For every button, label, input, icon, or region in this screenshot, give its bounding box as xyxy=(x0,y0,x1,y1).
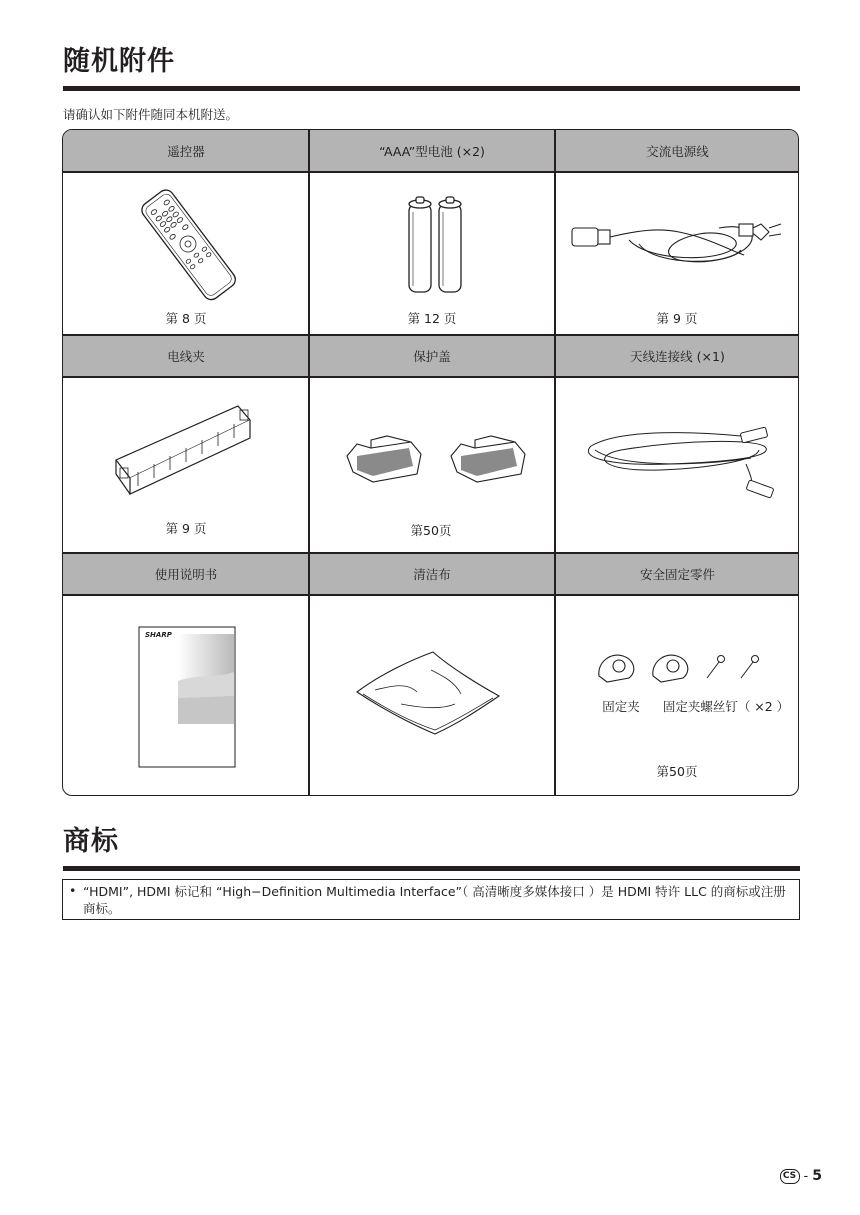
accessories-intro: 请确认如下附件随同本机附送。 xyxy=(63,107,239,122)
page-ref-remote: 第 8 页 xyxy=(165,311,207,326)
antenna-cable-illustration xyxy=(581,420,776,502)
header-antenna-cable: 天线连接线 (×1) xyxy=(555,335,799,376)
header-remote: 遥控器 xyxy=(63,130,309,171)
header-cable-clamp: 电线夹 xyxy=(63,335,309,376)
trademark-note xyxy=(62,879,800,920)
label-clip-screw: 固定夹螺丝钉（ ×2 ） xyxy=(662,699,790,714)
accessories-heading: 随机附件 xyxy=(63,46,175,77)
trademarks-heading-rule xyxy=(63,866,800,871)
page-separator: - xyxy=(803,1168,809,1184)
header-cleaning-cloth: 清洁布 xyxy=(309,553,555,594)
manual-brand-logo: SHARP xyxy=(145,631,172,639)
trademark-text: “HDMI”, HDMI 标记和 “High−Definition Multimedia Interface”（ 高清晰度多媒体接口 ）是 HDMI 特许 LLC 的商标或注册商标。 xyxy=(83,884,786,916)
safety-parts-illustration xyxy=(593,642,763,686)
page-ref-ac-cord: 第 9 页 xyxy=(656,311,698,326)
header-safety-parts: 安全固定零件 xyxy=(555,553,799,594)
manual-illustration xyxy=(138,626,236,768)
header-protective-cover: 保护盖 xyxy=(309,335,555,376)
page-number xyxy=(780,1168,822,1184)
header-batteries: “AAA”型电池 (×2) xyxy=(309,130,555,171)
page-number-value: 5 xyxy=(812,1168,822,1184)
battery-illustration xyxy=(399,194,469,296)
header-manual: 使用说明书 xyxy=(63,553,309,594)
remote-control-illustration xyxy=(128,182,248,307)
page-ref-batteries: 第 12 页 xyxy=(407,311,457,326)
bullet: • xyxy=(69,883,77,898)
page-ref-cable-clamp: 第 9 页 xyxy=(165,521,207,536)
page-ref-safety-parts: 第50页 xyxy=(656,764,698,779)
ac-cord-illustration xyxy=(569,210,784,270)
label-clip: 固定夹 xyxy=(602,699,640,714)
page-ref-protective-cover: 第50页 xyxy=(410,523,452,538)
cable-clamp-illustration xyxy=(108,398,258,500)
cleaning-cloth-illustration xyxy=(351,646,506,742)
language-badge: CS xyxy=(780,1169,800,1184)
accessories-heading-rule xyxy=(63,86,800,91)
header-ac-cord: 交流电源线 xyxy=(555,130,799,171)
protective-cover-illustration xyxy=(343,426,528,488)
trademarks-heading: 商标 xyxy=(63,826,119,857)
accessories-table xyxy=(62,129,799,796)
